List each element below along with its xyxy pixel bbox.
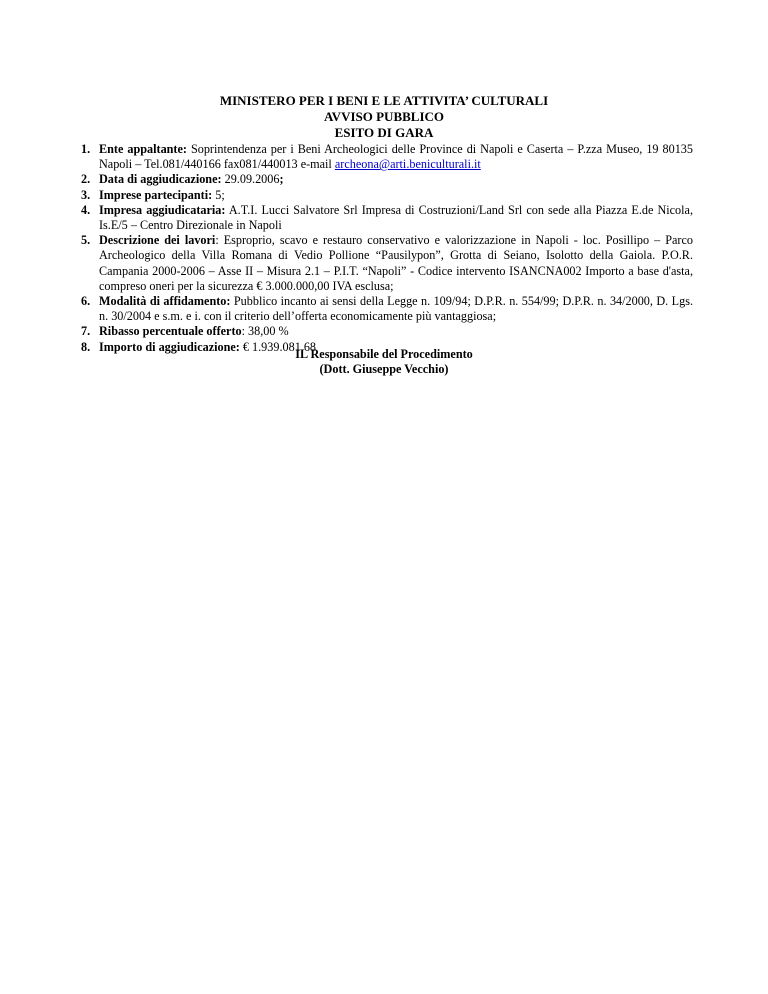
item-suffix: ; [279, 172, 284, 187]
signature-role: IL Responsabile del Procedimento [295, 347, 473, 361]
tender-details-list [81, 142, 693, 355]
item-label: Modalità di affidamento: [99, 294, 231, 309]
item-text: € 1.939.081,68 [239, 339, 317, 354]
signature-block [0, 347, 768, 377]
item-label: Data di aggiudicazione: [99, 172, 222, 187]
item-label: Ente appaltante: [99, 142, 187, 156]
item-number: 7. [81, 324, 91, 339]
item-text: : Esproprio, scavo e restauro conservativo e valorizzazione in Napoli - loc. Posillipo – Parco Archeologico della Villa Romana di Vedio Pollione “Pausilypon”, Grotta di Seiano, Isolotto della Gaiola. P.O.R. Campania 2000-2006 – Asse II – Misura 2.1 – P.I.T. “Napoli” - Codice intervento ISANCNA002 Importo a base d'asta, compreso oneri per la sicurezza € 3.000.000,00 IVA esclusa; [99, 233, 693, 293]
item-label: Ribasso percentuale offerto [99, 324, 242, 339]
item-label: Imprese partecipanti: [99, 187, 213, 202]
list-item-works-description [81, 233, 693, 294]
item-text: Soprintendenza per i Beni Archeologici delle Province di Napoli e Caserta – P.zza Museo, 19 80135 Napoli – Tel.081/440166 fax081/440013 e-mail [99, 142, 693, 172]
result-title: ESITO DI GARA [334, 125, 434, 140]
item-text: 5; [212, 187, 225, 202]
item-number: 6. [81, 294, 91, 309]
ministry-title: MINISTERO PER I BENI E LE ATTIVITA’ CULTURALI [219, 93, 549, 108]
list-item-award-date [81, 172, 693, 187]
item-number: 8. [81, 339, 91, 354]
signature-name: (Dott. Giuseppe Vecchio) [319, 362, 449, 377]
item-label: Impresa aggiudicataria: [99, 202, 226, 217]
item-text: Pubblico incanto ai sensi della Legge n. 109/94; D.P.R. n. 554/99; D.P.R. n. 34/2000, D. Lgs. n. 30/2004 e s.m. e i. con il criterio dell’offerta economicamente più vantaggiosa; [99, 294, 693, 324]
email-link[interactable]: archeona@arti.beniculturali.it [334, 157, 481, 172]
item-number: 1. [81, 142, 91, 156]
item-number: 3. [81, 187, 91, 202]
item-number: 5. [81, 233, 91, 248]
list-item-contracting-authority [81, 142, 693, 172]
item-text: : 38,00 % [241, 324, 289, 339]
list-item-award-method [81, 294, 693, 324]
document-heading [0, 93, 768, 141]
item-label: Importo di aggiudicazione: [99, 339, 240, 354]
item-number: 4. [81, 202, 91, 217]
item-number: 2. [81, 172, 91, 187]
item-label: Descrizione dei lavori [99, 233, 216, 248]
item-text: A.T.I. Lucci Salvatore Srl Impresa di Costruzioni/Land Srl con sede alla Piazza E.de Nicola, Is.E/5 – Centro Direzionale in Napoli [99, 202, 693, 233]
list-item-participants [81, 188, 693, 203]
item-text: 29.09.2006 [221, 172, 280, 187]
list-item-winning-company [81, 203, 693, 233]
list-item-discount [81, 324, 693, 339]
notice-title: AVVISO PUBBLICO [323, 109, 445, 124]
